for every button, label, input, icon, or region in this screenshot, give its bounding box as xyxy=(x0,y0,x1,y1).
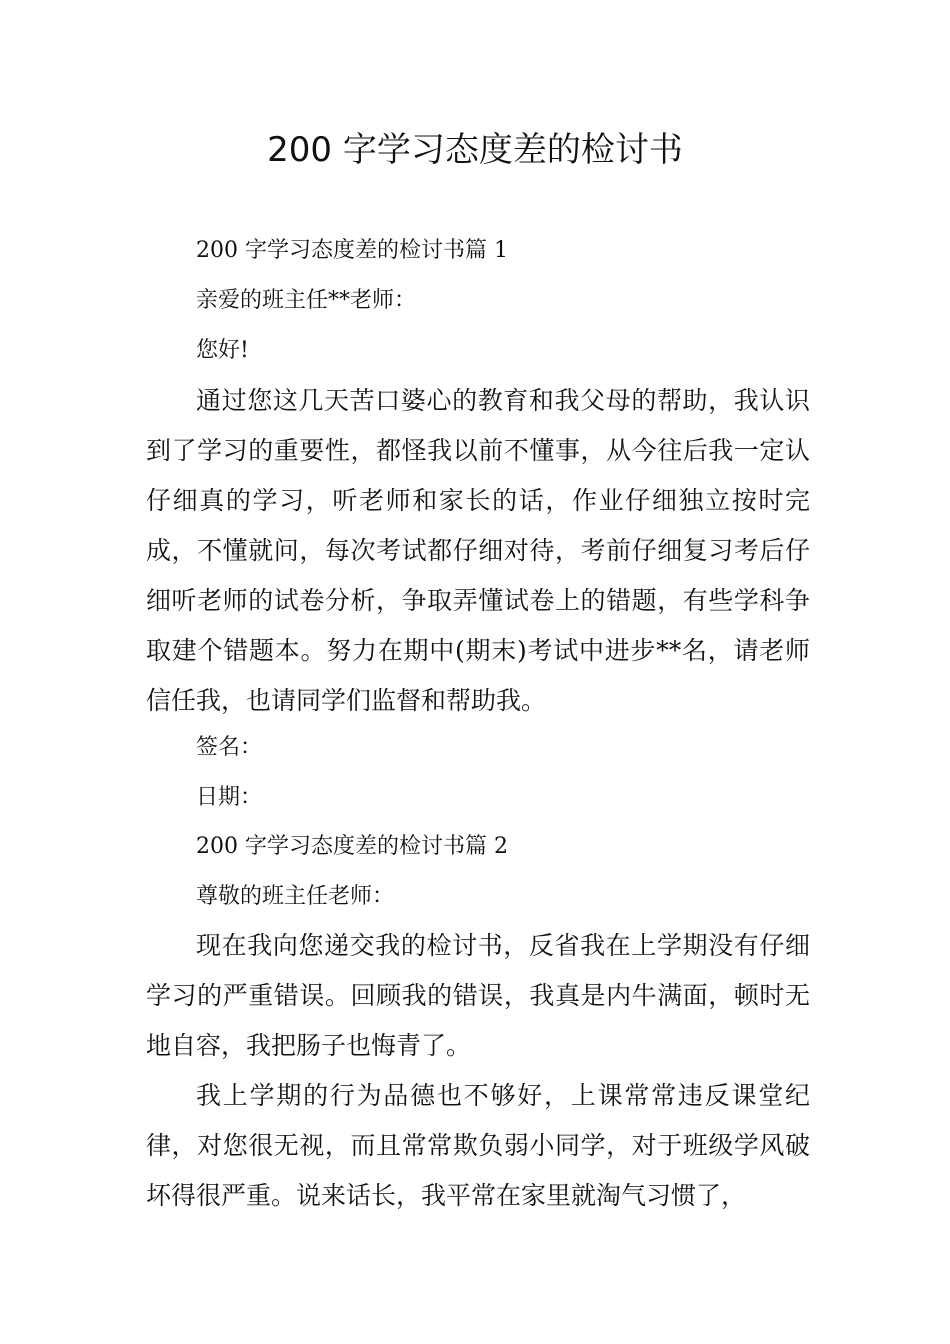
section-2-heading: 200 字学习态度差的检讨书篇 2 xyxy=(196,834,508,859)
section-1-heading: 200 字学习态度差的检讨书篇 1 xyxy=(196,238,508,263)
section-1-body-paragraph: 通过您这几天苦口婆心的教育和我父母的帮助，我认识到了学习的重要性，都怪我以前不懂事，从今往后我一定认仔细真的学习，听老师和家长的话，作业仔细独立按时完成，不懂就问，每次考试都仔细对待，考前仔细复习考后仔细听老师的试卷分析，争取弄懂试卷上的错题，有些学科争取建个错题本。努力在期中(期末)考试中进步**名，请老师信任我，也请同学们监督和帮助我。 xyxy=(146,386,810,715)
section-2-paragraph-1: 现在我向您递交我的检讨书，反省我在上学期没有仔细学习的严重错误。回顾我的错误，我真是内牛满面，顿时无地自容，我把肠子也悔青了。 xyxy=(146,931,810,1060)
section-2-salutation: 尊敬的班主任老师： xyxy=(196,884,395,909)
section-2-paragraph-2: 我上学期的行为品德也不够好，上课常常违反课堂纪律，对您很无视，而且常常欺负弱小同学，对于班级学风破坏得很严重。说来话长，我平常在家里就淘气习惯了， xyxy=(146,1081,810,1210)
date-label: 日期： xyxy=(196,785,263,810)
signature-label: 签名： xyxy=(196,735,263,760)
document-title: 200 字学习态度差的检讨书 xyxy=(267,130,683,170)
section-1-salutation: 亲爱的班主任**老师： xyxy=(196,288,417,313)
section-1-greeting: 您好! xyxy=(196,338,249,363)
